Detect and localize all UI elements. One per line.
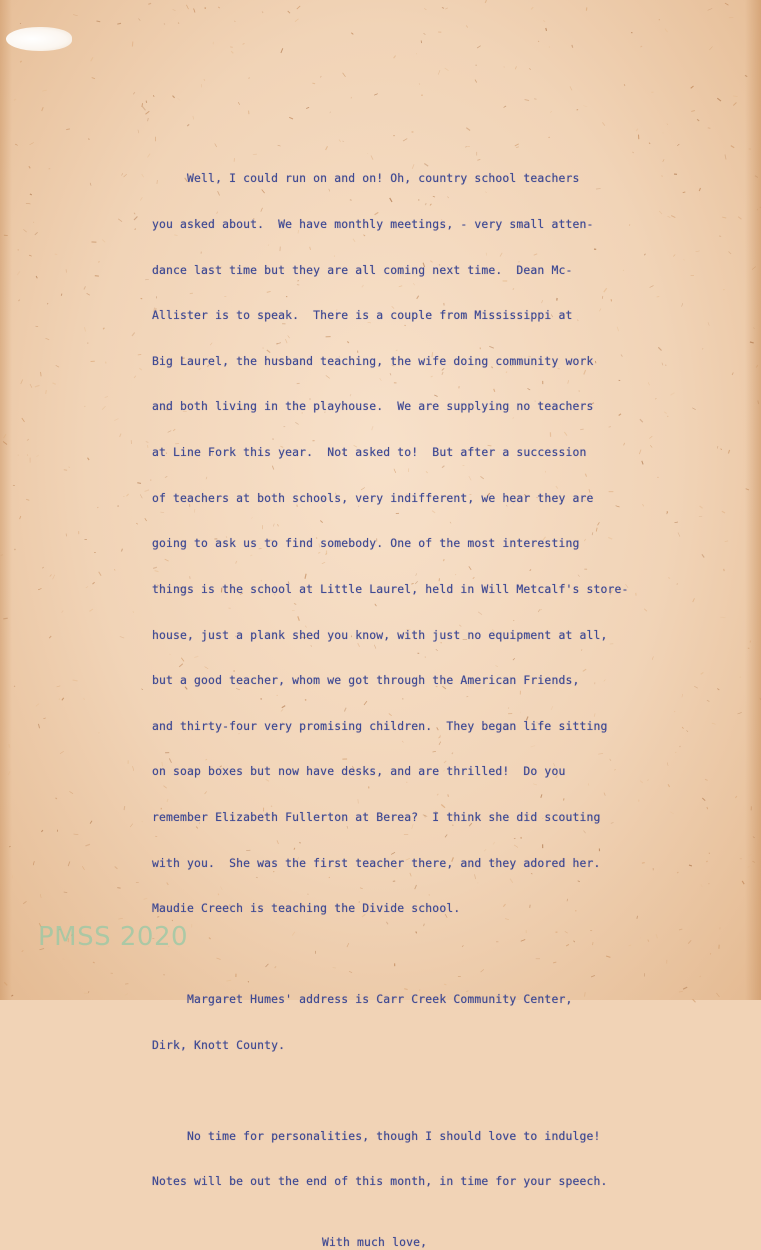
paper-fibre [709, 47, 712, 50]
paper-fibre [56, 798, 57, 799]
paper-fibre [64, 892, 67, 893]
paper-fibre [297, 6, 300, 9]
paper-fibre [22, 418, 25, 422]
paper-fibre [717, 446, 718, 448]
paper-fibre [577, 110, 579, 111]
paper-fibre [61, 294, 62, 296]
paragraph-country-teachers [152, 141, 712, 947]
paper-fibre [105, 397, 108, 398]
paper-fibre [41, 830, 43, 832]
paper-fibre [90, 609, 94, 611]
paper-fibre [525, 100, 530, 101]
paper-fibre [59, 699, 60, 700]
text-line: Big Laurel, the husband teaching, the wife doing community work [152, 354, 712, 369]
text-line: and both living in the playhouse. We are supplying no teachers [152, 399, 712, 414]
paper-fibre [102, 406, 105, 409]
paper-fibre [84, 406, 85, 407]
paper-fibre [667, 124, 668, 125]
paper-fibre [134, 213, 135, 215]
paper-fibre [445, 8, 448, 9]
paper-fibre [148, 118, 149, 121]
paper-fibre [42, 90, 47, 91]
paper-fibre [133, 611, 134, 613]
paper-fibre [99, 261, 100, 262]
paper-fibre [69, 467, 70, 468]
paper-fibre [17, 271, 20, 275]
paper-fibre [134, 376, 136, 378]
paper-fibre [691, 111, 695, 112]
paper-fibre [26, 499, 29, 500]
paper-fibre [546, 28, 547, 31]
paper-fibre [691, 86, 694, 88]
paper-fibre [14, 686, 15, 687]
text-line: Margaret Humes' address is Carr Creek Community Center, [152, 992, 712, 1007]
text-line: Maudie Creech is teaching the Divide school. [152, 901, 712, 916]
paper-fibre [30, 194, 32, 195]
paper-fibre [230, 47, 233, 48]
paper-fibre [438, 70, 440, 75]
paper-fibre [53, 575, 55, 579]
paper-fibre [538, 41, 539, 42]
paper-fibre [82, 866, 84, 870]
paper-fibre [738, 217, 741, 220]
text-line: No time for personalities, though I should love to indulge! [152, 1129, 712, 1144]
paper-fibre [36, 455, 38, 457]
paper-fibre [120, 636, 124, 638]
paper-fibre [153, 95, 154, 97]
paper-fibre [29, 255, 32, 256]
paper-fibre [205, 8, 206, 9]
paragraph-gap [152, 1083, 712, 1098]
closing-salutation [152, 1235, 712, 1250]
paragraph-personalities [152, 1098, 712, 1220]
paper-fibre [218, 7, 220, 8]
paper-fibre [641, 46, 643, 47]
paper-fibre [35, 385, 40, 387]
paper-fibre [139, 368, 142, 370]
text-line: with you. She was the first teacher there, and they adored her. [152, 856, 712, 871]
paper-fibre [33, 861, 34, 865]
paper-fibre [125, 994, 128, 996]
text-line: but a good teacher, whom we got through the American Friends, [152, 673, 712, 688]
paragraph-gap [152, 947, 712, 962]
paper-fibre [725, 155, 726, 160]
paper-fibre [735, 796, 736, 798]
paper-fibre [281, 48, 283, 53]
paper-fibre [89, 139, 90, 140]
paper-fibre [30, 384, 32, 388]
paper-fibre [15, 144, 18, 145]
paper-fibre [46, 338, 50, 340]
paper-fibre [515, 66, 516, 69]
paper-fibre [740, 677, 741, 678]
paper-fibre [43, 567, 44, 568]
paper-fibre [238, 102, 240, 105]
paper-fibre [27, 454, 28, 456]
paper-fibre [717, 689, 719, 691]
paper-fibre [697, 119, 699, 121]
paper-fibre [321, 76, 322, 78]
paper-fibre [85, 844, 90, 846]
paper-fibre [173, 96, 175, 98]
watermark: PMSS 2020 [38, 922, 188, 952]
paper-fibre [41, 372, 42, 376]
paper-fibre [421, 41, 422, 44]
paper-fibre [570, 86, 572, 90]
paper-fibre [69, 791, 73, 793]
paper-fibre [63, 959, 65, 960]
paper-fibre [243, 43, 245, 44]
paper-fibre [99, 572, 101, 576]
paper-fibre [30, 143, 34, 145]
paper-fibre [143, 107, 146, 111]
paper-fibre [164, 24, 165, 25]
paper-fibre [572, 45, 573, 48]
paper-fibre [19, 300, 20, 302]
paper-fibre [141, 689, 143, 690]
paper-fibre [543, 20, 545, 21]
paper-fibre [295, 19, 299, 22]
paper-fibre [62, 698, 64, 701]
text-line: Well, I could run on and on! Oh, country school teachers [152, 171, 712, 186]
paper-fibre [14, 99, 16, 100]
paper-fibre [122, 173, 123, 175]
paper-fibre [46, 390, 47, 394]
text-line: dance last time but they are all coming next time. Dean Mc- [152, 263, 712, 278]
paper-fibre [127, 494, 129, 496]
paper-fibre [583, 106, 587, 107]
paper-fibre [204, 79, 205, 81]
paper-fibre [663, 133, 664, 134]
paper-fibre [194, 9, 195, 13]
paper-fibre [306, 107, 309, 108]
paper-fibre [20, 516, 21, 519]
paper-fibre [138, 19, 140, 21]
paper-fibre [102, 240, 105, 243]
text-line: at Line Fork this year. Not asked to! But after a succession [152, 445, 712, 460]
paper-fibre [312, 83, 315, 84]
paper-fibre [91, 57, 93, 61]
paper-fibre [38, 589, 41, 590]
paper-fibre [114, 419, 118, 421]
paper-fibre [733, 103, 736, 106]
paper-fibre [262, 11, 263, 13]
paper-fibre [728, 450, 729, 454]
text-line: Allister is to speak. There is a couple from Mississippi at [152, 308, 712, 323]
text-line: of teachers at both schools, very indifferent, we hear they are [152, 491, 712, 506]
paper-fibre [57, 686, 61, 687]
closing-text: With much love, [322, 1235, 427, 1249]
text-line: Dirk, Knott County. [152, 1038, 712, 1053]
paper-fibre [138, 130, 139, 134]
paper-fibre [124, 174, 127, 177]
paper-fibre [142, 174, 144, 177]
paper-fibre [23, 901, 26, 903]
text-line: house, just a plank shed you know, with just no equipment at all, [152, 628, 712, 643]
paper-fibre [62, 611, 64, 613]
paper-fibre [717, 98, 721, 101]
paper-fibre [145, 490, 150, 492]
paper-fibre [93, 962, 95, 963]
paper-fibre [549, 137, 550, 138]
paper-fibre [712, 723, 716, 724]
paper-fibre [33, 222, 34, 223]
paper-fibre [53, 383, 56, 384]
paper-fibre [466, 128, 470, 131]
paper-fibre [235, 21, 236, 22]
paper-fibre [88, 991, 89, 993]
paper-fibre [477, 46, 481, 48]
paper-fibre [136, 523, 138, 524]
paper-fibre [42, 107, 44, 111]
paper-fibre [419, 83, 420, 84]
paper-fibre [85, 327, 86, 331]
paper-fibre [36, 276, 37, 278]
paper-fibre [49, 636, 51, 638]
paper-fibre [186, 5, 188, 9]
paper-fibre [725, 541, 728, 542]
paper-fibre [142, 103, 143, 107]
paper-fibre [716, 993, 719, 997]
paper-fibre [249, 77, 250, 78]
paper-fibre [504, 106, 507, 108]
paper-fibre [173, 9, 176, 10]
paper-fibre [133, 92, 135, 94]
paper-fibre [708, 128, 711, 129]
paper-fibre [50, 575, 52, 577]
paper-fibre [60, 751, 64, 753]
paper-fibre [624, 84, 625, 86]
paper-fibre [724, 569, 725, 571]
text-line: Notes will be out the end of this month, in time for your speech. [152, 1174, 712, 1189]
paper-fibre [130, 824, 133, 827]
letter-body [152, 141, 712, 1250]
paper-fibre [424, 33, 426, 34]
paper-fibre [84, 286, 86, 289]
paper-fibre [374, 94, 378, 96]
paper-fibre [742, 881, 744, 884]
paper-fibre [140, 197, 142, 200]
paper-fibre [117, 23, 121, 24]
paper-fibre [147, 445, 148, 448]
paper-fibre [90, 821, 92, 824]
paper-fibre [665, 29, 668, 32]
paper-fibre [531, 7, 533, 9]
paper-fibre [731, 146, 734, 148]
paper-fibre [68, 862, 70, 867]
text-line: remember Elizabeth Fullerton at Berea? I think she did scouting [152, 810, 712, 825]
paper-fibre [732, 373, 733, 376]
paper-fibre [97, 21, 101, 22]
paper-fibre [187, 124, 189, 126]
paper-fibre [135, 229, 136, 230]
paper-fibre [120, 434, 121, 437]
paper-fibre [148, 3, 151, 4]
paper-fibre [118, 918, 122, 919]
paper-fibre [103, 328, 104, 330]
paper-fibre [86, 587, 88, 588]
paper-fibre [475, 80, 477, 83]
paper-fibre [146, 442, 149, 443]
text-line: you asked about. We have monthly meetings, - very small atten- [152, 217, 712, 232]
paper-fibre [146, 111, 150, 114]
punched-hole [6, 27, 72, 51]
paper-fibre [424, 8, 426, 10]
paper-fibre [193, 116, 194, 120]
paper-fibre [22, 951, 24, 952]
paper-fibre [26, 203, 31, 204]
paper-fibre [20, 23, 21, 24]
paper-fibre [56, 365, 59, 367]
paper-fibre [721, 617, 726, 618]
paper-fibre [178, 98, 181, 100]
text-line: on soap boxes but now have desks, and are thrilled! Do you [152, 764, 712, 779]
paper-fibre [733, 96, 738, 97]
paper-fibre [721, 449, 722, 450]
paper-fibre [118, 219, 122, 222]
paper-fibre [21, 380, 23, 384]
paper-edge-right [745, 0, 761, 1000]
text-line: things is the school at Little Laurel, held in Will Metcalf's store- [152, 582, 712, 597]
paper-fibre [125, 984, 128, 985]
paper-fibre [442, 8, 444, 9]
paper-fibre [394, 56, 396, 59]
paper-fibre [148, 154, 151, 158]
paragraph-gap [152, 1220, 712, 1235]
paper-fibre [145, 518, 147, 521]
paper-fibre [20, 61, 21, 62]
paper-fibre [140, 494, 142, 498]
paper-fibre [137, 483, 141, 484]
paper-fibre [708, 8, 713, 10]
paper-fibre [40, 894, 41, 898]
paper-fibre [288, 11, 290, 13]
paper-fibre [602, 122, 605, 125]
paper-fibre [43, 718, 45, 719]
paper-fibre [124, 806, 125, 810]
paper-fibre [92, 78, 95, 79]
paper-fibre [722, 217, 726, 218]
text-line: going to ask us to find somebody. One of the most interesting [152, 536, 712, 551]
paper-fibre [93, 582, 95, 584]
paper-fibre [48, 303, 49, 304]
paper-fibre [38, 724, 39, 728]
paper-fibre [466, 25, 468, 27]
paper-fibre [36, 704, 39, 707]
paragraph-address [152, 962, 712, 1084]
paper-fibre [178, 23, 179, 24]
paper-fibre [88, 458, 90, 460]
paper-fibre [114, 569, 115, 570]
paper-fibre [144, 898, 148, 899]
paper-fibre [485, 0, 486, 3]
paper-fibre [115, 867, 118, 869]
paper-fibre [117, 888, 120, 889]
paper-fibre [66, 129, 70, 130]
paper-fibre [343, 73, 346, 77]
paper-fibre [132, 333, 135, 337]
paper-fibre [738, 712, 742, 714]
paper-fibre [445, 68, 449, 71]
paper-fibre [74, 834, 79, 835]
paper-fibre [231, 51, 233, 53]
paper-fibre [636, 129, 638, 131]
paper-fibre [35, 232, 38, 235]
paper-fibre [134, 217, 137, 221]
paper-fibre [121, 549, 122, 552]
paper-fibre [73, 15, 78, 16]
paper-fibre [73, 680, 78, 681]
paper-fibre [29, 166, 30, 168]
paper-fibre [84, 698, 85, 700]
paper-fibre [529, 69, 531, 70]
paper-fibre [90, 183, 91, 186]
paper-edge-left [0, 0, 12, 1000]
paper-fibre [351, 33, 353, 35]
paper-fibre [722, 511, 725, 513]
paper-fibre [87, 293, 90, 295]
text-line: and thirty-four very promising children. They began life sitting [152, 719, 712, 734]
paper-fibre [23, 229, 26, 232]
paper-fibre [27, 439, 29, 440]
paper-fibre [330, 112, 331, 114]
paper-fibre [289, 117, 293, 119]
paper-fibre [729, 252, 732, 255]
paper-fibre [550, 111, 552, 112]
paper-fibre [725, 3, 729, 5]
paper-fibre [133, 766, 134, 771]
